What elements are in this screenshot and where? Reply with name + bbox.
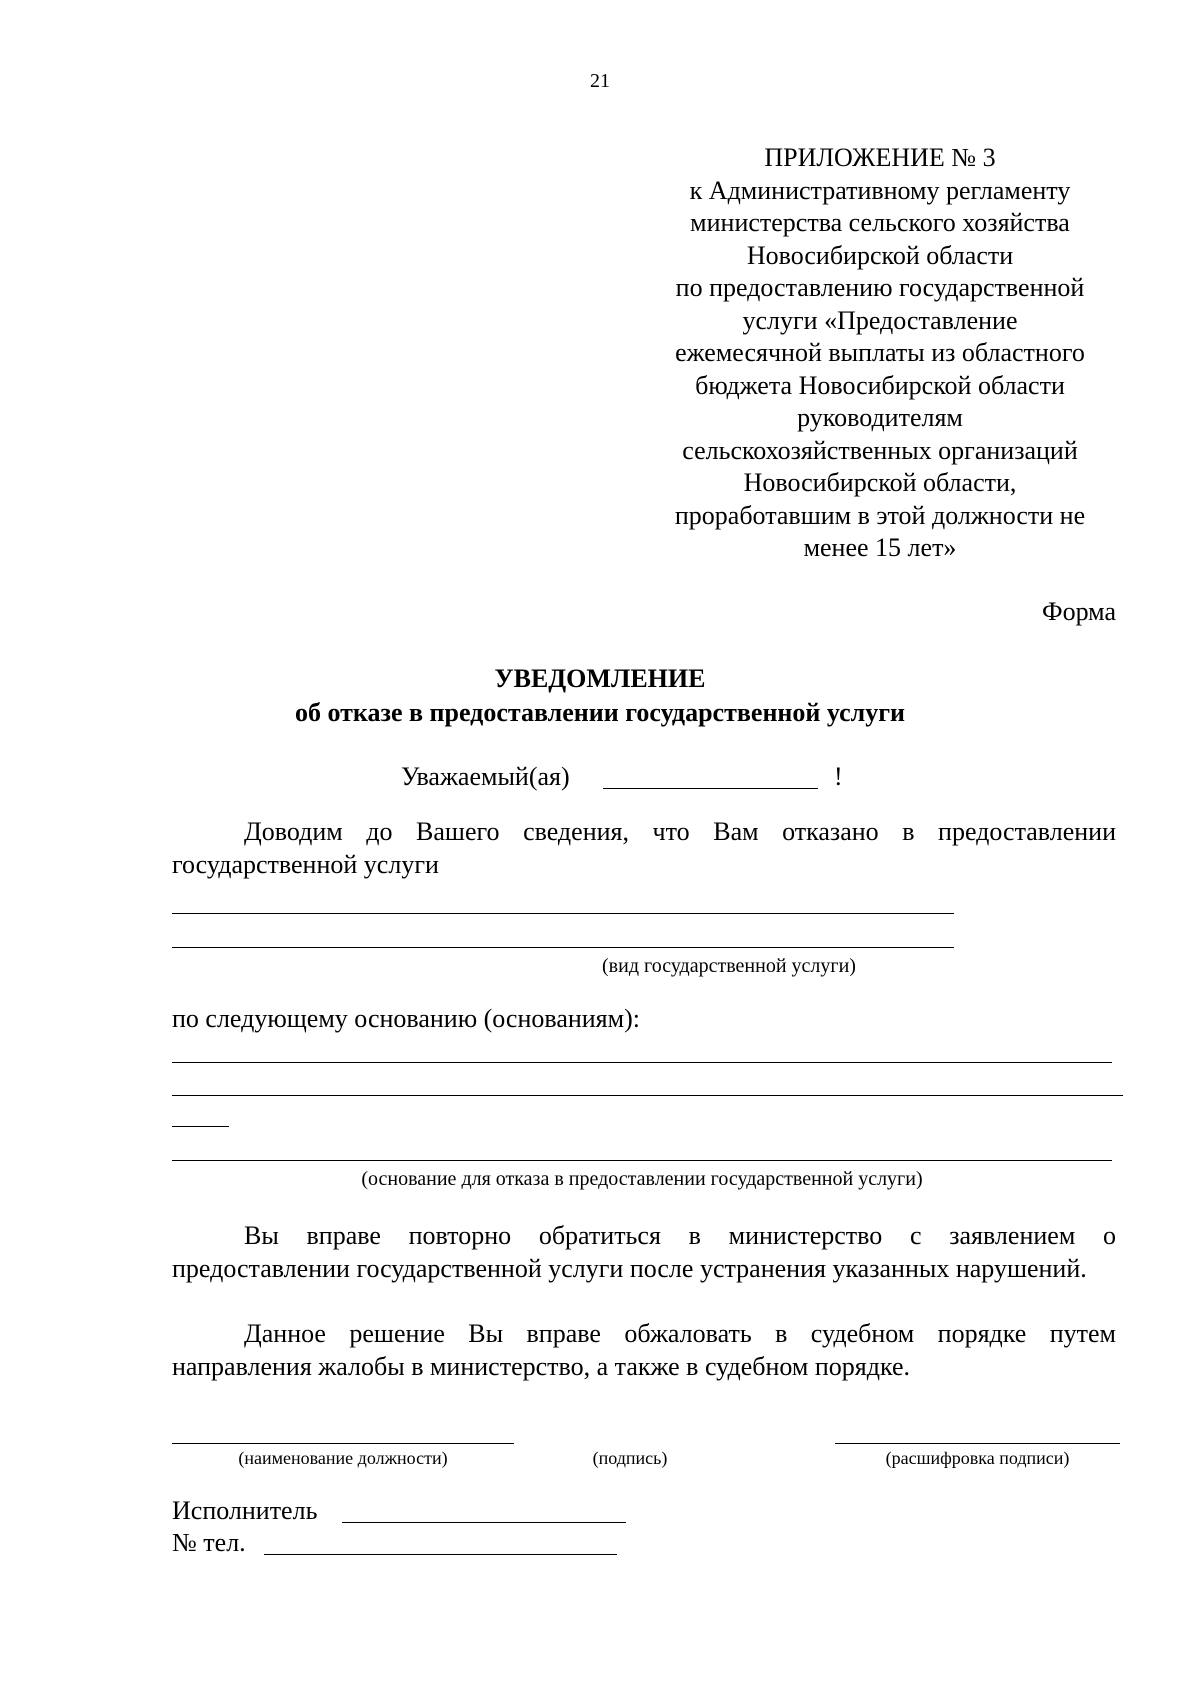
appendix-line: проработавшим в этой должности не [674,500,1086,530]
appendix-line: ПРИЛОЖЕНИЕ № 3 [764,143,996,172]
signature-caption: (подпись) [592,1448,668,1468]
greeting-label: Уважаемый(ая) [401,762,570,791]
greeting-exclamation: ! [834,762,843,791]
form-label: Форма [1042,597,1116,626]
appeal-paragraph [172,1318,1116,1383]
reapply-text: Вы вправе повторно обратиться в министерство с заявлением о предоставлении государственной услуги после устранения указанных нарушений. [172,1221,1116,1283]
appendix-line: менее 15 лет» [803,533,957,562]
signature-decode-caption: (расшифровка подписи) [885,1448,1070,1468]
document-subtitle: об отказе в предоставлении государственной услуги [294,698,905,727]
appeal-text: Данное решение Вы вправе обжаловать в судебном порядке путем направления жалобы в министерство, а также в судебном порядке. [172,1319,1116,1381]
service-caption: (вид государственной услуги) [602,955,856,977]
appendix-line: Новосибирской области [746,240,1014,270]
reason-caption: (основание для отказа в предоставлении государственной услуги) [361,1168,923,1190]
appendix-line: бюджета Новосибирской области [695,370,1065,400]
reason-field-line-4[interactable] [172,1160,1112,1161]
appendix-line: руководителям [797,403,963,432]
service-field-line-2[interactable] [172,947,954,948]
appendix-line: ежемесячной выплаты из областного [675,338,1085,367]
appendix-line: к Административному регламенту [689,175,1071,205]
reason-field-line-2[interactable] [172,1095,1123,1096]
page-number: 21 [590,70,610,92]
appendix-line: Новосибирской области, [743,468,1017,497]
phone-label: № тел. [172,1528,246,1557]
position-field-line[interactable] [172,1443,514,1444]
phone-field-line[interactable] [264,1554,617,1555]
appendix-header [655,142,1105,565]
reason-field-line-1[interactable] [172,1062,1112,1063]
appendix-line: министерства сельского хозяйства [690,208,1070,237]
appendix-line: сельскохозяйственных организаций [682,435,1078,465]
executor-field-line[interactable] [342,1522,626,1523]
service-field-line-1[interactable] [172,913,954,914]
executor-label: Исполнитель [172,1496,318,1525]
appendix-line: по предоставлению государственной [675,273,1085,302]
document-title: УВЕДОМЛЕНИЕ [494,664,706,693]
notice-text: Доводим до Вашего сведения, что Вам отказано в предоставлении государственной услуги [172,817,1116,879]
reason-label: по следующему основанию (основаниям): [172,1004,640,1033]
position-caption: (наименование должности) [238,1448,448,1468]
addressee-name-field[interactable] [603,788,818,789]
signature-decode-field-line[interactable] [835,1443,1120,1444]
reapply-paragraph [172,1220,1116,1285]
appendix-line: услуги «Предоставление [742,305,1018,335]
notice-paragraph [172,816,1116,881]
reason-field-line-3[interactable] [172,1126,229,1127]
